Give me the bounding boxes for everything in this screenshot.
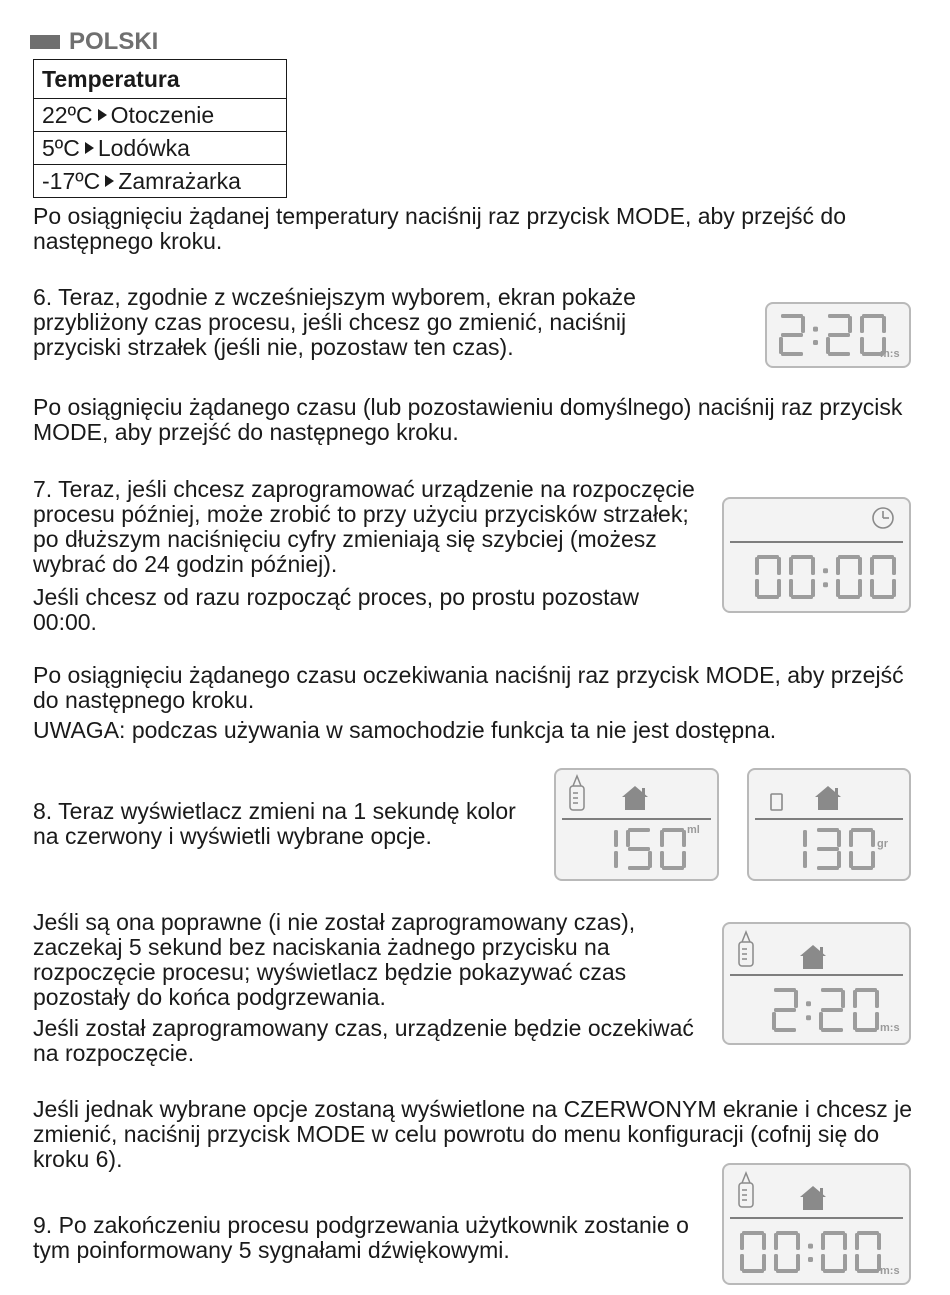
language-label: POLSKI (69, 28, 159, 55)
lcd-digit (826, 314, 852, 356)
lcd-digit (853, 988, 879, 1032)
table-row: 22ºC Otoczenie (34, 99, 287, 132)
unit-label: m:s (880, 1022, 900, 1034)
lcd-digit (870, 555, 896, 599)
lcd-display-time (765, 302, 911, 368)
lcd-digit (803, 830, 807, 868)
lcd-digit (855, 1231, 881, 1273)
paragraph-step-6: 6. Teraz, zgodnie z wcześniejszym wyborem, ekran pokaże przybliżony czas procesu, jeśli chcesz go zmienić, naciśnij przyciski strzałek (jeśli nie, pozostaw ten czas). (33, 284, 636, 360)
lcd-display-finished (722, 1163, 911, 1285)
lcd-display-weight (747, 768, 911, 881)
paragraph-mode-temp: Po osiągnięciu żądanej temperatury naciśnij raz przycisk MODE, aby przejść do następnego kroku. (33, 203, 847, 254)
lcd-display-remaining (722, 922, 911, 1045)
lcd-digit (836, 555, 862, 599)
paragraph-mode-wait: Po osiągnięciu żądanego czasu oczekiwania naciśnij raz przycisk MODE, aby przejść do następnego kroku. (33, 662, 904, 713)
lcd-digit (755, 555, 781, 599)
lcd-digit (817, 828, 841, 870)
paragraph-step-8: 8. Teraz wyświetlacz zmieni na 1 sekundę kolor na czerwony i wyświetli wybrane opcje. (33, 798, 516, 849)
lcd-digit (789, 555, 815, 599)
arrow-right-icon (98, 109, 107, 121)
paragraph-programmed: Jeśli został zaprogramowany czas, urządzenie będzie oczekiwać na rozpoczęcie. (33, 1015, 694, 1066)
language-marker (30, 35, 60, 49)
unit-label: m:s (880, 1265, 900, 1277)
lcd-digit (772, 988, 798, 1032)
lcd-digits (724, 499, 913, 615)
lcd-colon (823, 568, 828, 587)
lcd-digit (774, 1231, 800, 1273)
lcd-digit (821, 1231, 847, 1273)
lcd-colon (806, 1001, 811, 1020)
paragraph-red-screen: Jeśli jednak wybrane opcje zostaną wyświetlone na CZERWONYM ekranie i chcesz je zmienić, naciśnij przycisk MODE w celu powrotu do menu konfiguracji (cofnij się do kroku 6). (33, 1096, 913, 1172)
lcd-digit (660, 828, 686, 870)
lcd-digits (749, 770, 913, 883)
paragraph-step-7: 7. Teraz, jeśli chcesz zaprogramować urządzenie na rozpoczęcie procesu później, może zrobić to przy użyciu przycisków strzałek; po dłuższym naciśnięciu cyfry zmieniają się szybciej (możesz wybrać do 24 godzin później). (33, 476, 695, 577)
paragraph-note: UWAGA: podczas używania w samochodzie funkcja ta nie jest dostępna. (33, 717, 777, 743)
unit-label: gr (877, 838, 888, 850)
lcd-digit (779, 314, 805, 356)
paragraph-start-now: Jeśli chcesz od razu rozpocząć proces, po prostu pozostaw 00:00. (33, 584, 639, 635)
lcd-digits (767, 304, 913, 370)
table-row: -17ºC Zamrażarka (34, 165, 287, 198)
lcd-digit (626, 828, 652, 870)
lcd-display-delay (722, 497, 911, 613)
lcd-digit (740, 1231, 766, 1273)
lcd-digit (614, 830, 618, 868)
lcd-digit (849, 828, 875, 870)
arrow-right-icon (85, 142, 94, 154)
lcd-colon (813, 327, 818, 345)
unit-label: m:s (880, 348, 900, 360)
paragraph-mode-time: Po osiągnięciu żądanego czasu (lub pozostawieniu domyślnego) naciśnij raz przycisk MODE, aby przejść do następnego kroku. (33, 394, 903, 445)
arrow-right-icon (105, 175, 114, 187)
lcd-digit (819, 988, 845, 1032)
table-row: 5ºC Lodówka (34, 132, 287, 165)
language-header (30, 28, 158, 56)
lcd-colon (808, 1244, 813, 1262)
paragraph-step-9: 9. Po zakończeniu procesu podgrzewania użytkownik zostanie o tym poinformowany 5 sygnałami dźwiękowymi. (33, 1212, 689, 1263)
lcd-display-volume (554, 768, 719, 881)
temperature-table (33, 59, 287, 198)
paragraph-confirm: Jeśli są ona poprawne (i nie został zaprogramowany czas), zaczekaj 5 sekund bez naciskania żadnego przycisku na rozpoczęcie procesu; wyświetlacz będzie pokazywać czas pozostały do końca podgrzewania. (33, 909, 636, 1010)
temperature-table-header: Temperatura (34, 60, 287, 99)
unit-label: ml (687, 824, 700, 836)
